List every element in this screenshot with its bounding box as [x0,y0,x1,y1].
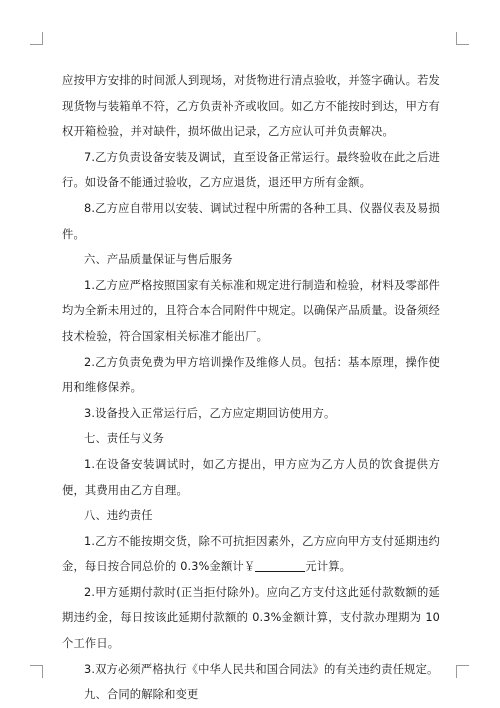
paragraph-follow-up: 3.设备投入正常运行后，乙方应定期回访使用方。 [84,406,336,420]
paragraph-installation: 7.乙方负责设备安装及调试，直至设备正常运行。最终验收在此之后进行。如设备不能通过验收，乙方应退货，退还甲方所有金额。 [62,150,440,190]
paragraph-tools: 8.乙方应自带用以安装、调试过程中所需的各种工具、仪器仪表及易损件。 [62,201,440,241]
section-heading-quality: 六、产品质量保证与售后服务 [84,253,233,267]
paragraph-delivery-inspection: 应按甲方安排的时间派人到现场，对货物进行清点验收，并签字确认。若发现货物与装箱单不符，乙方负责补齐或收回。如乙方不能按时到达，甲方有权开箱检验，并对缺件，损坏做出记录，乙方应认可并负责解决。 [62,74,440,139]
paragraph-late-payment: 2.甲方延期付款时(正当拒付除外)。应向乙方支付这此延付款数额的延期违约金，每日按该此延期付款额的 0.3%金额计算，支付款办理期为 10 个工作日。 [62,585,440,651]
document-body [62,68,440,708]
crop-mark-bottom-left [30,665,43,678]
paragraph-training: 2.乙方负责免费为甲方培训操作及维修人员。包括：基本原理，操作使用和维修保养。 [62,355,440,395]
paragraph-late-delivery [62,529,440,580]
paragraph-contract-law: 3.双方必须严格执行《中华人民共和国合同法》的有关违约责任规定。 [84,662,439,676]
crop-mark-top-left [30,32,43,45]
late-delivery-text: 1.乙方不能按期交货，除不可抗拒因素外，乙方应向甲方支付延期违约金，每日按合同总价的 0.3%金额计￥ [62,534,440,574]
fill-in-blank [255,559,305,572]
paragraph-quality-standards: 1.乙方应严格按照国家有关标准和规定进行制造和检验，材料及零部件均为全新未用过的，且符合本合同附件中规定。以确保产品质量。设备须经技术检验，符合国家相关标准才能出厂。 [62,278,440,343]
section-heading-breach: 八、违约责任 [84,509,153,523]
crop-mark-bottom-right [456,665,469,678]
section-heading-termination: 九、合同的解除和变更 [84,688,199,702]
paragraph-meals: 1.在设备安装调试时，如乙方提出，甲方应为乙方人员的饮食提供方便，其费用由乙方自理。 [62,457,440,497]
section-heading-responsibilities: 七、责任与义务 [84,432,165,446]
late-delivery-text-end: 元计算。 [305,560,352,574]
crop-mark-top-right [456,32,469,45]
